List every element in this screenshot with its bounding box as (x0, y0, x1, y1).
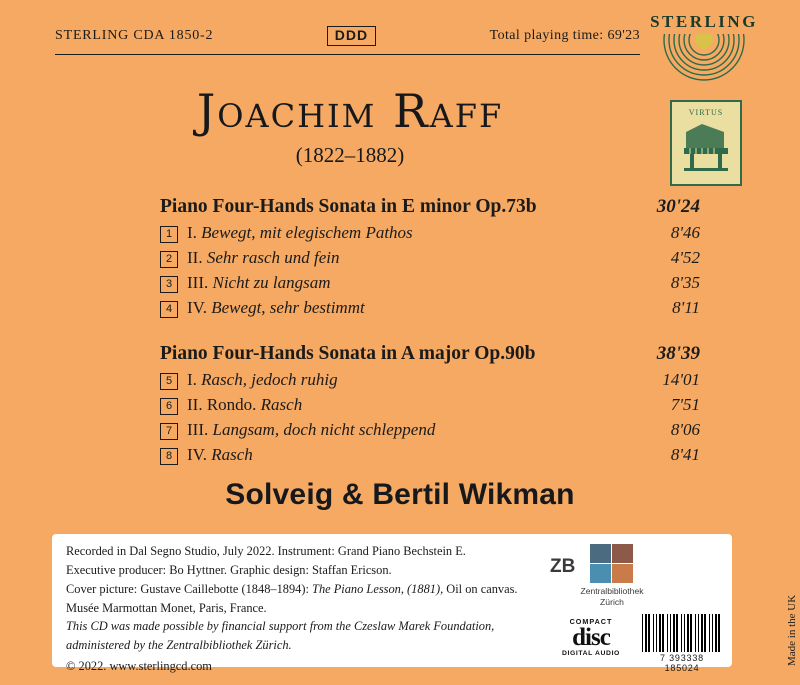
track-roman: III. (187, 272, 209, 292)
track-row (160, 368, 700, 393)
credits-text (66, 542, 536, 676)
credit-line-producer: Executive producer: Bo Hyttner. Graphic design: Staffan Ericson. (66, 562, 392, 577)
track-title (187, 393, 654, 418)
track-row (160, 393, 700, 418)
zb-square-2 (612, 544, 633, 563)
compact-disc-logo (557, 617, 625, 657)
track-tempo: Bewegt, sehr bestimmt (211, 297, 365, 317)
credit-line-cover (66, 580, 536, 599)
credit-line-funding-2: administered by the Zentralbibliothek Zürich. (66, 638, 292, 653)
track-duration: 8'11 (672, 297, 700, 317)
sterling-disc-icon (656, 34, 752, 82)
track-title (187, 418, 654, 443)
track-number: 2 (160, 251, 178, 268)
work-header (160, 196, 700, 218)
track-row (160, 271, 700, 296)
work-spacer (160, 321, 700, 343)
track-row (160, 246, 700, 271)
track-row (160, 443, 700, 468)
work-title: Piano Four-Hands Sonata in A major Op.90b (160, 342, 536, 364)
track-number: 3 (160, 276, 178, 293)
cover-tail: Oil on canvas. (443, 581, 518, 596)
track-title (187, 221, 654, 246)
barcode (642, 614, 722, 673)
zentralbibliothek-logo (552, 544, 672, 607)
cd-logo-disc-icon: disc (572, 624, 610, 651)
track-number: 6 (160, 398, 178, 415)
track-tempo: Rasch (211, 444, 253, 464)
track-duration: 7'51 (670, 394, 700, 414)
track-duration: 8'41 (670, 444, 700, 464)
credit-line-museum: Musée Marmottan Monet, Paris, France. (66, 600, 267, 615)
zb-square-4 (612, 564, 633, 583)
track-duration: 8'35 (670, 272, 700, 292)
track-number: 5 (160, 373, 178, 390)
performers: Solveig & Bertil Wikman (225, 478, 575, 511)
zb-square-3 (590, 564, 611, 583)
work-header (160, 343, 700, 365)
track-title (187, 368, 654, 393)
track-roman: IV. (187, 444, 207, 464)
barcode-digits: 7 393338 185024 (660, 653, 704, 673)
track-title (187, 246, 654, 271)
cover-artwork-title: The Piano Lesson, (1881), (312, 581, 444, 596)
credit-line-funding-1: This CD was made possible by financial support from the Czeslaw Marek Foundation, (66, 619, 495, 634)
cover-plain: Cover picture: Gustave Caillebotte (1848–1894): (66, 581, 313, 596)
track-row (160, 221, 700, 246)
track-tempo: Bewegt, mit elegischem Pathos (201, 223, 413, 242)
track-roman: II. Rondo. (187, 394, 257, 414)
track-roman: I. (187, 369, 197, 389)
sterling-logo (644, 12, 764, 82)
sterling-wordmark: STERLING (650, 12, 758, 31)
track-tempo: Rasch, jedoch ruhig (201, 369, 338, 389)
track-tempo: Sehr rasch und fein (206, 247, 340, 267)
zb-name-line1: Zentralbibliothek (580, 586, 644, 596)
track-roman: IV. (187, 297, 207, 317)
credits-panel (52, 534, 732, 674)
track-tempo: Nicht zu langsam (212, 272, 331, 292)
track-roman: III. (187, 419, 209, 439)
track-duration: 14'01 (662, 369, 700, 389)
track-tempo: Langsam, doch nicht schleppend (212, 419, 436, 439)
cd-logo-bottom: DIGITAL AUDIO (562, 649, 620, 657)
ddd-badge: DDD (327, 26, 376, 45)
track-number: 4 (160, 301, 178, 318)
track-duration: 8'46 (670, 223, 700, 242)
track-listing (160, 196, 700, 468)
track-duration: 4'52 (670, 247, 700, 267)
total-playing-time: Total playing time: 69'23 (489, 28, 640, 43)
composer-dates: (1822–1882) (295, 143, 405, 167)
zb-square-1 (590, 544, 611, 563)
track-duration: 8'06 (670, 419, 700, 439)
zb-name-line2: Zürich (600, 596, 624, 607)
track-number: 7 (160, 423, 178, 440)
track-roman: II. (187, 247, 203, 267)
track-title (187, 271, 654, 296)
credit-line-recording: Recorded in Dal Segno Studio, July 2022. Instrument: Grand Piano Bechstein E. (66, 544, 466, 558)
track-number: 8 (160, 448, 178, 465)
copyright-line[interactable]: © 2022. www.sterlingcd.com (66, 659, 212, 674)
virtus-label: VIRTUS (688, 108, 724, 117)
catalog-number: STERLING CDA 1850-2 (55, 28, 214, 43)
track-roman: I. (187, 223, 197, 242)
track-tempo: Rasch (260, 394, 303, 414)
track-title (187, 296, 654, 321)
zb-squares-icon (550, 544, 634, 584)
track-row (160, 296, 700, 321)
header-strip (55, 18, 640, 55)
cd-logo-top: COMPACT (569, 617, 613, 626)
work-title: Piano Four-Hands Sonata in E minor Op.73b (160, 196, 537, 217)
zb-letters: ZB (550, 556, 576, 577)
work-duration: 30'24 (656, 196, 700, 217)
zb-name (552, 586, 672, 607)
track-number: 1 (160, 226, 178, 243)
made-in-label: Made in the UK (786, 594, 798, 666)
track-row (160, 418, 700, 443)
track-title (187, 443, 654, 468)
work-duration: 38'39 (656, 342, 700, 364)
barcode-bars (642, 614, 722, 652)
composer-name: Joachim Raff (196, 84, 504, 138)
